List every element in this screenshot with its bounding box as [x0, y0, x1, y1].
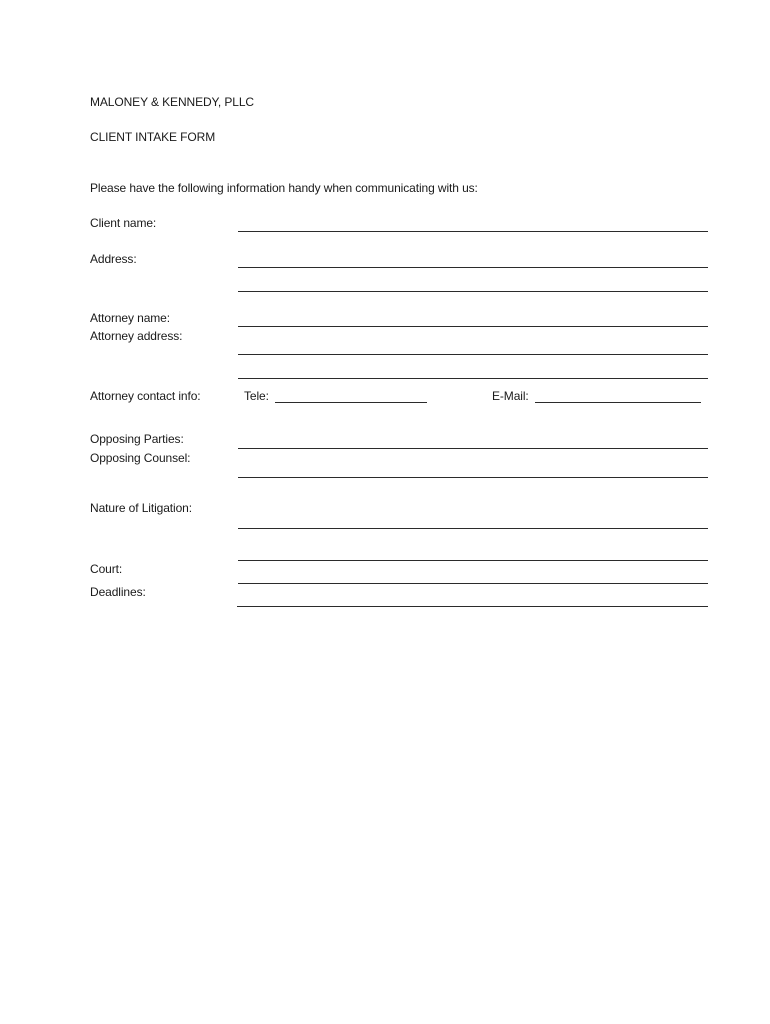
opposing-counsel-line[interactable]: [238, 477, 708, 478]
nature-of-litigation-line[interactable]: [238, 528, 708, 529]
tele-label: Tele:: [244, 389, 269, 403]
deadlines-label: Deadlines:: [90, 585, 146, 599]
attorney-address-label: Attorney address:: [90, 329, 183, 343]
attorney-address-line-1[interactable]: [238, 354, 708, 355]
attorney-name-label: Attorney name:: [90, 311, 170, 325]
tele-field[interactable]: [275, 402, 427, 403]
deadlines-line[interactable]: [237, 606, 708, 607]
opposing-parties-line[interactable]: [238, 448, 708, 449]
form-title: CLIENT INTAKE FORM: [90, 130, 216, 144]
attorney-name-line[interactable]: [238, 326, 708, 327]
client-name-line[interactable]: [238, 231, 708, 232]
address-line-1[interactable]: [238, 267, 708, 268]
opposing-parties-label: Opposing Parties:: [90, 432, 184, 446]
email-label: E-Mail:: [492, 389, 529, 403]
address-label: Address:: [90, 252, 137, 266]
address-line-2[interactable]: [238, 291, 708, 292]
attorney-address-line-2[interactable]: [238, 378, 708, 379]
court-line[interactable]: [238, 583, 708, 584]
nature-of-litigation-line-2[interactable]: [238, 560, 708, 561]
intro-text: Please have the following information handy when communicating with us:: [90, 181, 478, 195]
attorney-contact-label: Attorney contact info:: [90, 389, 201, 403]
court-label: Court:: [90, 562, 123, 576]
email-field[interactable]: [535, 402, 701, 403]
client-name-label: Client name:: [90, 216, 157, 230]
nature-of-litigation-label: Nature of Litigation:: [90, 501, 192, 515]
firm-name: MALONEY & KENNEDY, PLLC: [90, 95, 254, 109]
opposing-counsel-label: Opposing Counsel:: [90, 451, 191, 465]
